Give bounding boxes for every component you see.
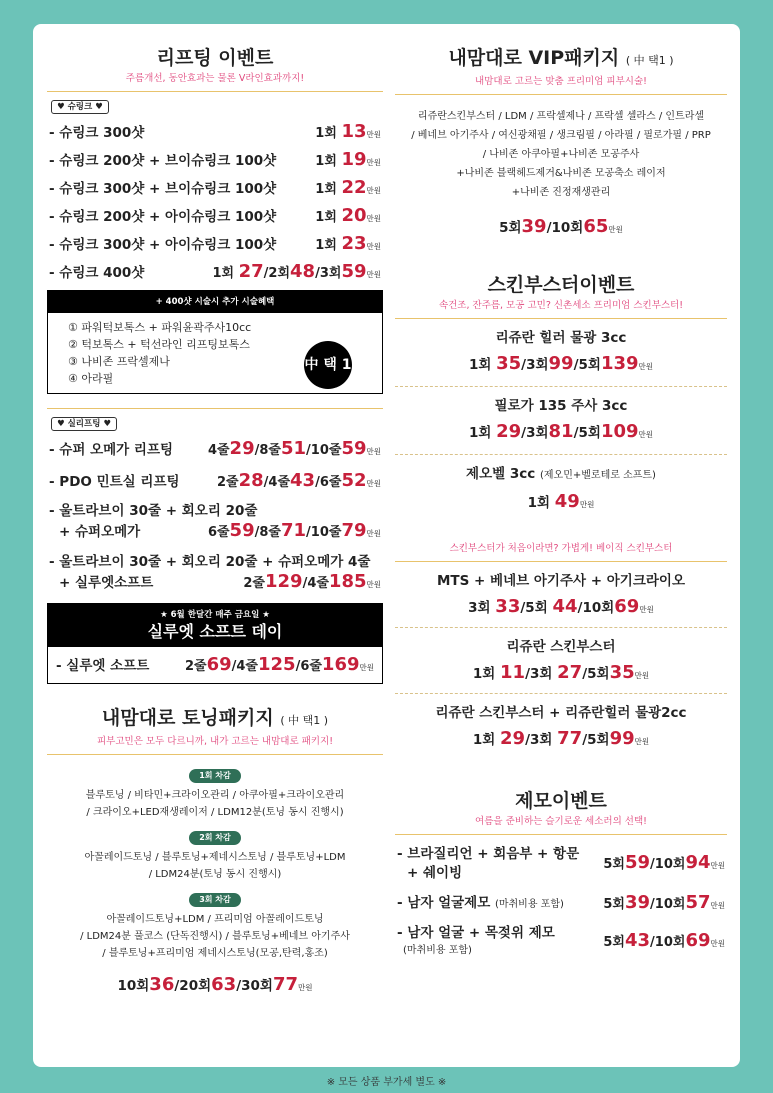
divider bbox=[395, 94, 727, 95]
booster-title: 스킨부스터이벤트 bbox=[487, 274, 635, 296]
basic-item: MTS + 베네브 아기주사 + 아기크라이오 3회 33/5회 44/10회69만원 bbox=[436, 573, 686, 617]
toning-title: 내맘대로 토닝패키지 ( 中 택1 ) bbox=[101, 707, 329, 729]
booster-subtitle: 속건조, 잔주름, 모공 고민? 신촌세소 프리미엄 스킨부스터! bbox=[438, 300, 684, 311]
choose-one-badge: 中 택 1 bbox=[304, 341, 352, 389]
step-pill: 3회 차감 bbox=[189, 893, 241, 907]
step-list: 블루토닝 / 비타민+크라이오관리 / 아쿠아필+크라이오관리 / 크라이오+LED재생레이저 / LDM12분(토닝 동시 진행시) bbox=[85, 790, 345, 818]
item-name: - 슈링크 300샷 + 아이슈링크 100샷 bbox=[49, 237, 277, 253]
lifting-subtitle: 주름개선, 동안효과는 물론 V라인효과까지! bbox=[125, 73, 305, 84]
shrink-row bbox=[47, 230, 383, 258]
shrink-list bbox=[47, 118, 383, 258]
hair-row: - 남자 얼굴제모 (마취비용 포함) 5회39/10회57만원 bbox=[397, 892, 725, 913]
step-pill: 2회 차감 bbox=[189, 831, 241, 845]
silhouette-row: - 실루엣 소프트 2줄69/4줄125/6줄169만원 bbox=[56, 654, 374, 675]
step-list: 아꼴레이드토닝+LDM / 프리미엄 아꼴레이드토닝 / LDM24분 풀코스 (단독진행시) / 블루토닝+베네브 아기주사 / 블루토닝+프리미엄 제네시스토닝(모공,탄력,홍조) bbox=[80, 914, 350, 959]
hair-title: 제모이벤트 bbox=[515, 790, 607, 812]
item-price: 1회 23만원 bbox=[315, 233, 381, 254]
hair-subtitle: 여름을 준비하는 슬기로운 세소러의 선택! bbox=[475, 816, 647, 827]
ultra2-row: - 울트라브이 30줄 + 회오리 20줄 + 슈퍼오메가 4줄 + 실루엣소프트 2줄129/4줄185만원 bbox=[49, 554, 381, 592]
thread-tag: ♥ 실리프팅 ♥ bbox=[51, 417, 117, 431]
item-name: - 슈링크 300샷 bbox=[49, 125, 145, 141]
item-price: 1회 13만원 bbox=[315, 121, 381, 142]
item-name: - 슈링크 300샷 + 브이슈링크 100샷 bbox=[49, 181, 277, 197]
thread-row: - PDO 민트실 리프팅 2줄28/4줄43/6줄52만원 bbox=[49, 470, 381, 491]
ultra1-row: - 울트라브이 30줄 + 회오리 20줄 + 슈퍼오메가 6줄59/8줄71/10줄79만원 bbox=[49, 503, 381, 541]
lifting-title: 리프팅 이벤트 bbox=[156, 47, 274, 69]
shrink-row bbox=[47, 118, 383, 146]
bonus-option: ④ 아라필 bbox=[68, 372, 114, 385]
shrink400-row bbox=[47, 258, 383, 286]
bonus-box bbox=[47, 290, 383, 394]
bonus-option: ② 턱보톡스 + 턱선라인 리프팅보톡스 bbox=[68, 338, 250, 351]
step-list: 아꼴레이드토닝 / 블루토닝+제네시스토닝 / 블루토닝+LDM / LDM24분(토닝 동시 진행시) bbox=[84, 852, 346, 880]
booster-item: 리쥬란 힐러 물광 3cc 1회 35/3회99/5회139만원 bbox=[468, 330, 654, 374]
shrink-row bbox=[47, 202, 383, 230]
hair-row: - 남자 얼굴 + 목젖위 제모 (마취비용 포함) 5회43/10회69만원 bbox=[397, 925, 725, 956]
step-pill: 1회 차감 bbox=[189, 769, 241, 783]
silhouette-box bbox=[47, 603, 383, 684]
toning-price: 10회36/20회63/30회77만원 bbox=[117, 974, 313, 995]
bonus-option: ③ 나비존 프락셀제나 bbox=[68, 355, 170, 368]
shrink-row bbox=[47, 174, 383, 202]
divider bbox=[47, 91, 383, 92]
item-name: - 슈링크 200샷 + 브이슈링크 100샷 bbox=[49, 153, 277, 169]
bonus-bar: + 400샷 시술시 추가 시술혜택 bbox=[48, 291, 382, 313]
basic-item: 리쥬란 스킨부스터 + 리쥬란힐러 물광2cc 1회 29/3회 77/5회99만원 bbox=[435, 705, 687, 749]
item-price: 1회 27/2회48/3회59만원 bbox=[212, 261, 381, 282]
booster-item: 제오벨 3cc (제오민+벨로테로 소프트) 1회 49만원 bbox=[466, 466, 656, 512]
right-column bbox=[395, 24, 727, 959]
hair-row: - 브라질리언 + 회음부 + 항문 + 쉐이빙 5회59/10회94만원 bbox=[397, 846, 725, 881]
item-price: 1회 22만원 bbox=[315, 177, 381, 198]
divider bbox=[47, 408, 383, 409]
shrink-tag: ♥ 슈링크 ♥ bbox=[51, 100, 109, 114]
item-price: 1회 19만원 bbox=[315, 149, 381, 170]
left-column bbox=[47, 24, 383, 995]
item-name: - 슈링크 400샷 bbox=[49, 265, 145, 281]
vip-list: 리쥬란스킨부스터 / LDM / 프락셀제나 / 프락셀 셀라스 / 인트라셀 / 베네브 아기주사 / 여신광채필 / 생크림필 / 아라필 / 필로가필 / PRP / 나비존 아쿠아필+나비존 모공주사 +나비존 블랙헤드제거&나비존 모공축소 레이저 +나비존 진정재생관리 bbox=[411, 111, 711, 198]
thread-row: - 슈퍼 오메가 리프팅 4줄29/8줄51/10줄59만원 bbox=[49, 438, 381, 459]
vip-title: 내맘대로 VIP패키지 ( 中 택1 ) bbox=[448, 47, 674, 69]
item-price: 1회 20만원 bbox=[315, 205, 381, 226]
basic-item: 리쥬란 스킨부스터 1회 11/3회 27/5회35만원 bbox=[472, 639, 650, 683]
toning-subtitle: 피부고민은 모두 다르니까, 내가 고르는 내맘대로 패키지! bbox=[96, 736, 334, 747]
booster-item: 필로가 135 주사 3cc 1회 29/3회81/5회109만원 bbox=[468, 398, 654, 442]
event-panel bbox=[33, 24, 740, 1067]
vip-price: 5회39/10회65만원 bbox=[499, 216, 623, 237]
basic-booster-subtitle: 스킨부스터가 처음이라면? 가볍게! 베이직 스킨부스터 bbox=[449, 543, 673, 554]
bonus-option: ① 파워턱보톡스 + 파워윤곽주사10cc bbox=[68, 321, 252, 334]
silhouette-header: ★ 6월 한달간 매주 금요일 ★ 실루엣 소프트 데이 bbox=[48, 604, 382, 647]
item-name: - 슈링크 200샷 + 아이슈링크 100샷 bbox=[49, 209, 277, 225]
footer-note: ※ 모든 상품 부가세 별도 ※ bbox=[326, 1077, 447, 1088]
shrink-row bbox=[47, 146, 383, 174]
vip-subtitle: 내맘대로 고르는 맞춤 프리미엄 피부시술! bbox=[475, 76, 647, 87]
bonus-options bbox=[48, 313, 382, 393]
